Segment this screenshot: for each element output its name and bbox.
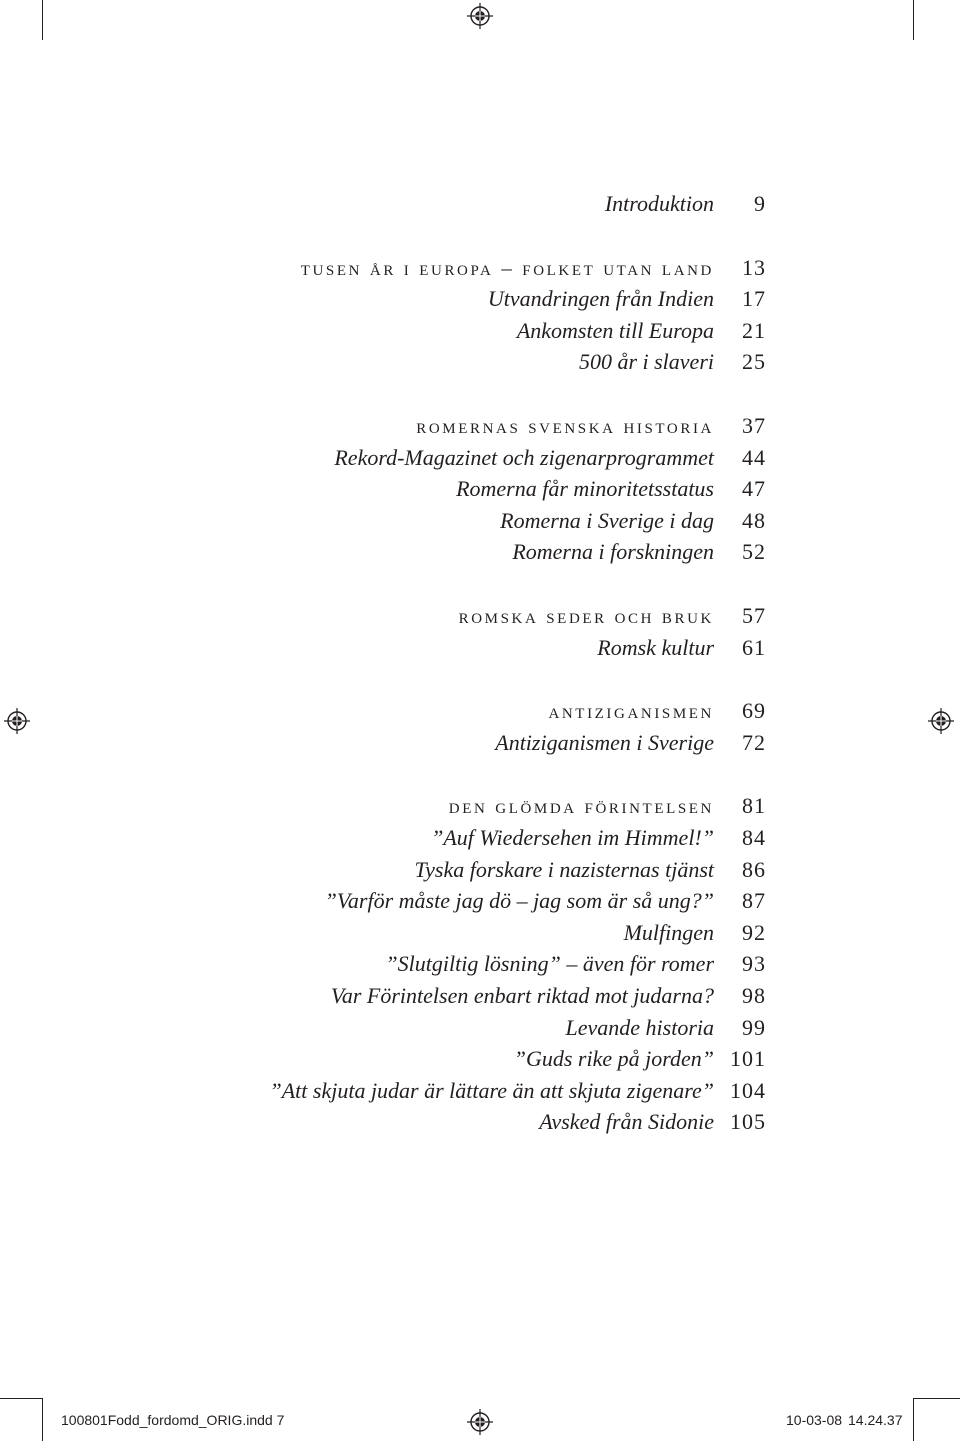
toc-subchapter-title: ”Auf Wiedersehen im Himmel!”	[431, 825, 714, 850]
toc-entry	[0, 1076, 960, 1106]
toc-page-number: 87	[742, 888, 766, 913]
toc-entry	[0, 601, 960, 631]
toc-entry	[0, 474, 960, 504]
crop-mark-bottom-right-h	[913, 1398, 960, 1399]
toc-entry	[0, 791, 960, 821]
toc-subchapter-title: 500 år i slaveri	[578, 349, 714, 374]
toc-chapter-title: den glömda förintelsen	[448, 794, 714, 818]
toc-page-number: 61	[742, 635, 766, 660]
toc-subchapter-title: Tyska forskare i nazisternas tjänst	[414, 857, 714, 882]
crop-mark-bottom-left-h	[0, 1398, 42, 1399]
toc-entry	[0, 1044, 960, 1074]
toc-subchapter-title: Levande historia	[565, 1015, 714, 1040]
toc-page-number: 17	[742, 286, 766, 311]
toc-page-number: 9	[754, 191, 766, 216]
toc-page-number: 57	[742, 603, 766, 628]
toc-entry	[0, 728, 960, 758]
toc-chapter-title: tusen år i europa – folket utan land	[300, 256, 714, 280]
toc-entry	[0, 886, 960, 916]
registration-target-icon	[467, 3, 493, 29]
toc-entry	[0, 284, 960, 314]
toc-subchapter-title: Romerna får minoritetsstatus	[456, 476, 714, 501]
toc-subchapter-title: Romsk kultur	[597, 635, 714, 660]
toc-entry	[0, 633, 960, 663]
toc-subchapter-title: Mulfingen	[623, 920, 714, 945]
crop-mark-bottom-right	[913, 1398, 914, 1441]
toc-page-number: 48	[742, 508, 766, 533]
toc-page-number: 21	[742, 318, 766, 343]
slug-date: 10-03-08	[786, 1412, 843, 1428]
toc-entry	[0, 506, 960, 536]
toc-entry	[0, 1107, 960, 1137]
toc-page-number: 93	[742, 951, 766, 976]
toc-subchapter-title: Introduktion	[604, 191, 714, 216]
toc-chapter-title: romernas svenska historia	[416, 414, 714, 438]
toc-chapter-title: romska seder och bruk	[458, 604, 714, 628]
toc-subchapter-title: ”Varför måste jag dö – jag som är så ung?”	[324, 888, 714, 913]
toc-entry	[0, 855, 960, 885]
toc-subchapter-title: Antiziganismen i Sverige	[495, 730, 714, 755]
toc-subchapter-title: Avsked från Sidonie	[539, 1109, 714, 1134]
toc-page-number: 84	[742, 825, 766, 850]
toc-page-number: 86	[742, 857, 766, 882]
toc-page-number: 101	[730, 1046, 766, 1071]
toc-entry	[0, 347, 960, 377]
toc-entry	[0, 316, 960, 346]
toc-page-number: 52	[742, 539, 766, 564]
toc-subchapter-title: Ankomsten till Europa	[516, 318, 714, 343]
toc-entry	[0, 443, 960, 473]
toc-entry	[0, 411, 960, 441]
toc-page-number: 72	[742, 730, 766, 755]
toc-subchapter-title: ”Slutgiltig lösning” – även för romer	[385, 951, 714, 976]
toc-page-number: 69	[742, 698, 766, 723]
slug-time: 14.24.37	[848, 1412, 903, 1428]
toc-page-number: 104	[730, 1078, 766, 1103]
toc-page-number: 44	[742, 445, 766, 470]
toc-chapter-title: antiziganismen	[548, 699, 714, 723]
toc-entry	[0, 189, 960, 219]
toc-subchapter-title: Var Förintelsen enbart riktad mot judarna?	[330, 983, 714, 1008]
toc-entry	[0, 537, 960, 567]
toc-subchapter-title: ”Att skjuta judar är lättare än att skjuta zigenare”	[269, 1078, 714, 1103]
toc-entry	[0, 981, 960, 1011]
toc-entry	[0, 696, 960, 726]
crop-mark-top-left	[42, 0, 43, 40]
toc-subchapter-title: Romerna i Sverige i dag	[500, 508, 714, 533]
toc-page-number: 13	[742, 255, 766, 280]
toc-page-number: 92	[742, 920, 766, 945]
toc-subchapter-title: Utvandringen från Indien	[487, 286, 714, 311]
toc-subchapter-title: Romerna i forskningen	[512, 539, 714, 564]
toc-page-number: 105	[730, 1109, 766, 1134]
toc-subchapter-title: Rekord-Magazinet och zigenarprogrammet	[334, 445, 714, 470]
toc-entry	[0, 949, 960, 979]
crop-mark-bottom-left	[42, 1398, 43, 1441]
toc-entry	[0, 823, 960, 853]
crop-mark-top-right	[913, 0, 914, 40]
toc-page-number: 47	[742, 476, 766, 501]
toc-page-number: 98	[742, 983, 766, 1008]
toc-page-number: 25	[742, 349, 766, 374]
slug-filename: 100801Fodd_fordomd_ORIG.indd 7	[61, 1412, 285, 1428]
registration-target-icon	[467, 1409, 493, 1435]
toc-entry	[0, 918, 960, 948]
toc-entry	[0, 253, 960, 283]
toc-entry	[0, 1013, 960, 1043]
toc-page-number: 81	[742, 793, 766, 818]
toc-subchapter-title: ”Guds rike på jorden”	[513, 1046, 714, 1071]
toc-page-number: 37	[742, 413, 766, 438]
toc-page-number: 99	[742, 1015, 766, 1040]
